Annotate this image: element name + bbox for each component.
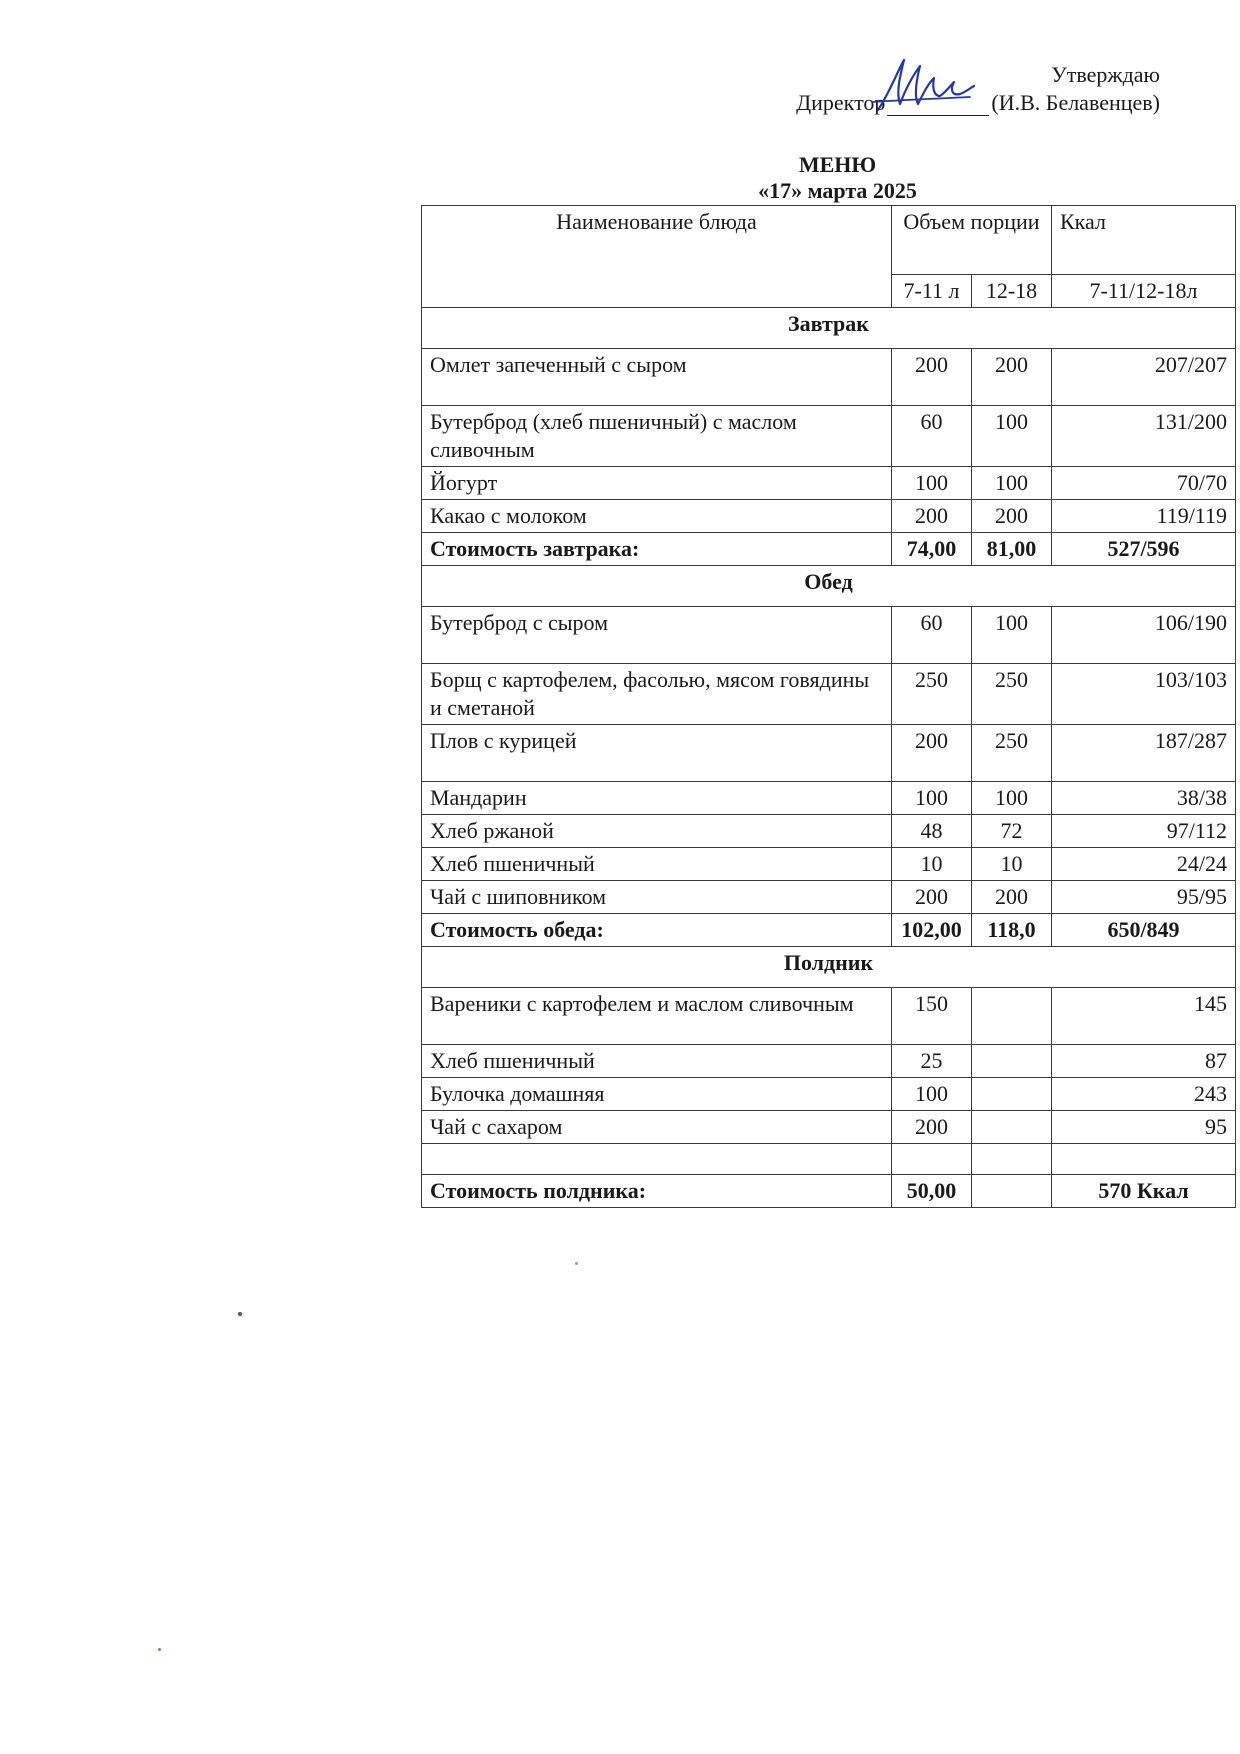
dish-name: Чай с сахаром bbox=[422, 1111, 892, 1144]
dish-name: Булочка домашняя bbox=[422, 1078, 892, 1111]
table-row bbox=[422, 848, 1236, 881]
dish-name: Йогурт bbox=[422, 467, 892, 500]
table-row bbox=[422, 725, 1236, 782]
director-name: (И.В. Белавенцев) bbox=[991, 90, 1160, 115]
kcal-value: 243 bbox=[1052, 1078, 1236, 1111]
col-portion-header: Объем порции bbox=[892, 206, 1052, 275]
portion-a: 100 bbox=[892, 782, 972, 815]
table-row bbox=[422, 467, 1236, 500]
portion-b: 250 bbox=[972, 725, 1052, 782]
total-kcal: 527/596 bbox=[1052, 533, 1236, 566]
section-header-row bbox=[422, 308, 1236, 349]
table-row bbox=[422, 664, 1236, 725]
dish-name: Бутерброд с сыром bbox=[422, 607, 892, 664]
portion-a: 200 bbox=[892, 1111, 972, 1144]
approve-label: Утверждаю bbox=[1051, 62, 1160, 87]
portion-a: 60 bbox=[892, 607, 972, 664]
dish-name: Хлеб пшеничный bbox=[422, 848, 892, 881]
total-label: Стоимость обеда: bbox=[422, 914, 892, 947]
portion-a: 25 bbox=[892, 1045, 972, 1078]
table-row bbox=[422, 1078, 1236, 1111]
total-label: Стоимость завтрака: bbox=[422, 533, 892, 566]
header-row bbox=[422, 206, 1236, 275]
menu-title: МЕНЮ bbox=[798, 152, 877, 177]
portion-a: 48 bbox=[892, 815, 972, 848]
total-price-b: 81,00 bbox=[972, 533, 1052, 566]
col-name-header: Наименование блюда bbox=[422, 206, 892, 308]
empty-cell bbox=[892, 1144, 972, 1175]
portion-a: 250 bbox=[892, 664, 972, 725]
portion-b: 250 bbox=[972, 664, 1052, 725]
total-price-a: 50,00 bbox=[892, 1175, 972, 1208]
portion-b: 200 bbox=[972, 881, 1052, 914]
kcal-value: 187/287 bbox=[1052, 725, 1236, 782]
table-row bbox=[422, 1045, 1236, 1078]
total-row bbox=[422, 914, 1236, 947]
kcal-value: 103/103 bbox=[1052, 664, 1236, 725]
col-kcal-header: Ккал bbox=[1052, 206, 1236, 275]
portion-a: 10 bbox=[892, 848, 972, 881]
total-price-a: 74,00 bbox=[892, 533, 972, 566]
kcal-value: 95 bbox=[1052, 1111, 1236, 1144]
total-label: Стоимость полдника: bbox=[422, 1175, 892, 1208]
dish-name: Чай с шиповником bbox=[422, 881, 892, 914]
kcal-value: 87 bbox=[1052, 1045, 1236, 1078]
section-title: Полдник bbox=[422, 947, 1236, 988]
scan-speck bbox=[575, 1262, 578, 1265]
portion-a: 200 bbox=[892, 881, 972, 914]
kcal-value: 97/112 bbox=[1052, 815, 1236, 848]
section-header-row bbox=[422, 947, 1236, 988]
portion-b: 100 bbox=[972, 607, 1052, 664]
kcal-value: 207/207 bbox=[1052, 349, 1236, 406]
section-title: Обед bbox=[422, 566, 1236, 607]
total-kcal: 650/849 bbox=[1052, 914, 1236, 947]
table-row bbox=[422, 406, 1236, 467]
portion-a: 100 bbox=[892, 467, 972, 500]
portion-b: 200 bbox=[972, 349, 1052, 406]
portion-b bbox=[972, 1078, 1052, 1111]
menu-date: «17» марта 2025 bbox=[758, 178, 917, 203]
portion-b bbox=[972, 1111, 1052, 1144]
table-row bbox=[422, 1111, 1236, 1144]
dish-name: Какао с молоком bbox=[422, 500, 892, 533]
kcal-value: 106/190 bbox=[1052, 607, 1236, 664]
signature-image bbox=[870, 52, 980, 122]
total-row bbox=[422, 1175, 1236, 1208]
portion-a: 60 bbox=[892, 406, 972, 467]
portion-b: 72 bbox=[972, 815, 1052, 848]
portion-a: 150 bbox=[892, 988, 972, 1045]
table-row bbox=[422, 782, 1236, 815]
portion-b: 100 bbox=[972, 467, 1052, 500]
empty-cell bbox=[972, 1144, 1052, 1175]
total-price-a: 102,00 bbox=[892, 914, 972, 947]
empty-row bbox=[422, 1144, 1236, 1175]
table-row bbox=[422, 607, 1236, 664]
portion-a: 200 bbox=[892, 500, 972, 533]
portion-a: 200 bbox=[892, 349, 972, 406]
dish-name: Хлеб пшеничный bbox=[422, 1045, 892, 1078]
dish-name: Хлеб ржаной bbox=[422, 815, 892, 848]
sub-age-a: 7-11 л bbox=[892, 275, 972, 308]
portion-b: 200 bbox=[972, 500, 1052, 533]
kcal-value: 95/95 bbox=[1052, 881, 1236, 914]
kcal-value: 38/38 bbox=[1052, 782, 1236, 815]
menu-table bbox=[421, 205, 1236, 1208]
total-price-b: 118,0 bbox=[972, 914, 1052, 947]
table-row bbox=[422, 815, 1236, 848]
total-row bbox=[422, 533, 1236, 566]
table-row bbox=[422, 500, 1236, 533]
dish-name: Плов с курицей bbox=[422, 725, 892, 782]
dish-name: Омлет запеченный с сыром bbox=[422, 349, 892, 406]
dish-name: Вареники с картофелем и маслом сливочным bbox=[422, 988, 892, 1045]
total-kcal: 570 Ккал bbox=[1052, 1175, 1236, 1208]
dish-name: Борщ с картофелем, фасолью, мясом говядины и сметаной bbox=[422, 664, 892, 725]
menu-table-body bbox=[422, 206, 1236, 1208]
dish-name: Бутерброд (хлеб пшеничный) с маслом сливочным bbox=[422, 406, 892, 467]
kcal-value: 131/200 bbox=[1052, 406, 1236, 467]
section-title: Завтрак bbox=[422, 308, 1236, 349]
section-header-row bbox=[422, 566, 1236, 607]
portion-b: 10 bbox=[972, 848, 1052, 881]
scan-speck bbox=[158, 1648, 161, 1651]
portion-a: 200 bbox=[892, 725, 972, 782]
sub-kcal: 7-11/12-18л bbox=[1052, 275, 1236, 308]
table-row bbox=[422, 349, 1236, 406]
kcal-value: 145 bbox=[1052, 988, 1236, 1045]
total-price-b bbox=[972, 1175, 1052, 1208]
dish-name: Мандарин bbox=[422, 782, 892, 815]
portion-b bbox=[972, 988, 1052, 1045]
kcal-value: 24/24 bbox=[1052, 848, 1236, 881]
table-row bbox=[422, 988, 1236, 1045]
empty-cell bbox=[422, 1144, 892, 1175]
portion-b: 100 bbox=[972, 406, 1052, 467]
kcal-value: 119/119 bbox=[1052, 500, 1236, 533]
director-position: Директор bbox=[796, 90, 886, 115]
portion-a: 100 bbox=[892, 1078, 972, 1111]
sub-age-b: 12-18 bbox=[972, 275, 1052, 308]
portion-b bbox=[972, 1045, 1052, 1078]
kcal-value: 70/70 bbox=[1052, 467, 1236, 500]
portion-b: 100 bbox=[972, 782, 1052, 815]
scan-speck bbox=[238, 1312, 242, 1316]
empty-cell bbox=[1052, 1144, 1236, 1175]
table-row bbox=[422, 881, 1236, 914]
